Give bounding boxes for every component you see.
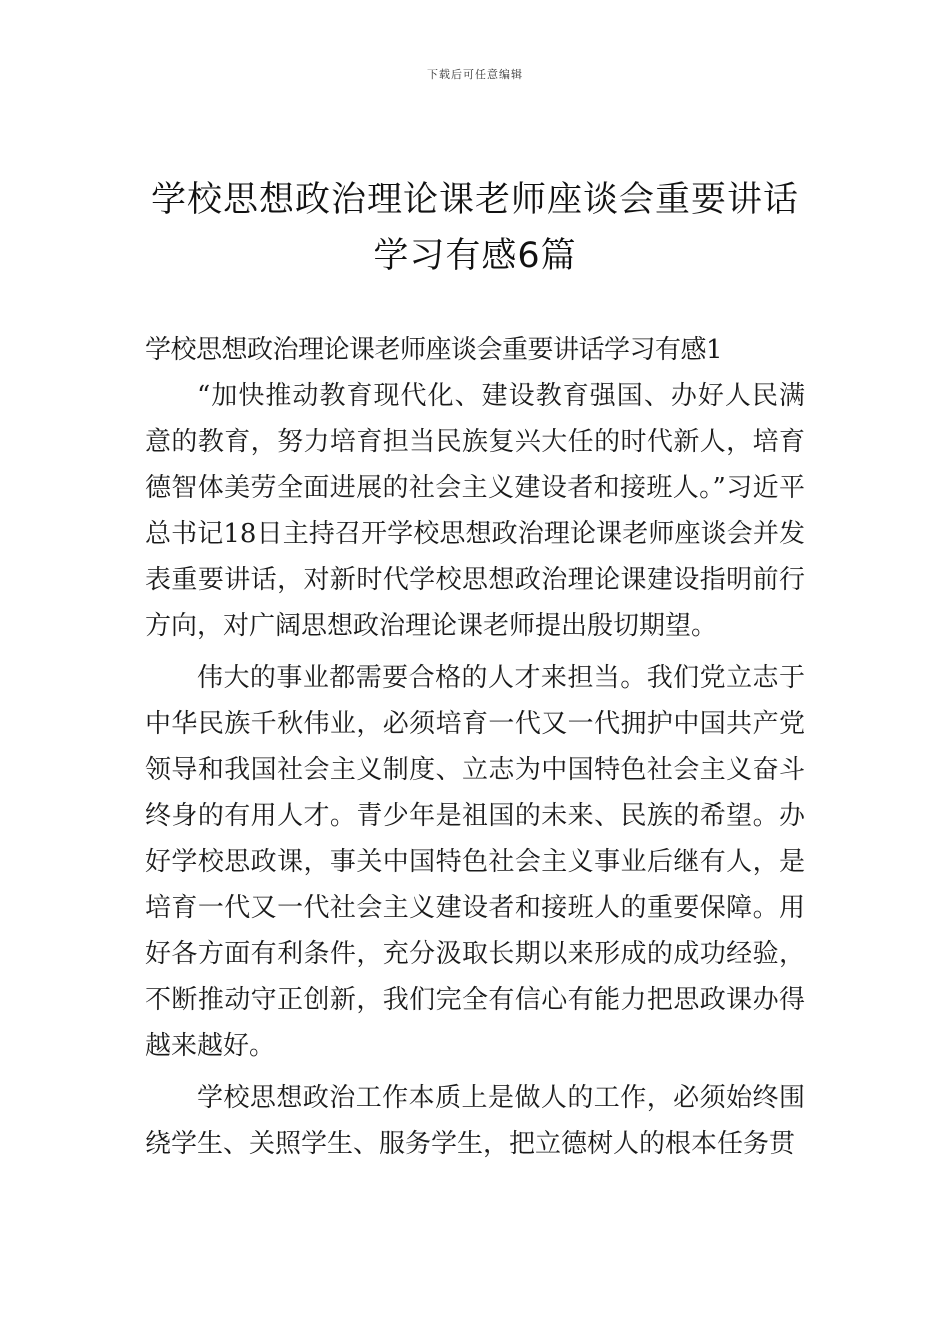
paragraph-2: 伟大的事业都需要合格的人才来担当。我们党立志于中华民族千秋伟业，必须培育一代又一代拥护中国共产党领导和我国社会主义制度、立志为中国特色社会主义奋斗终身的有用人才。青少年是祖国的未来、民族的希望。办好学校思政课，事关中国特色社会主义事业后继有人，是培育一代又一代社会主义建设者和接班人的重要保障。用好各方面有利条件，充分汲取长期以来形成的成功经验，不断推动守正创新，我们完全有信心有能力把思政课办得越来越好。 [145,663,805,1061]
document-body [145,327,805,1167]
paragraph-3: 学校思想政治工作本质上是做人的工作，必须始终围绕学生、关照学生、服务学生，把立德树人的根本任务贯 [145,1083,805,1159]
title-line-1: 学校思想政治理论课老师座谈会重要讲话 [150,180,799,220]
header-note: 下载后可任意编辑 [427,68,523,81]
paragraph-1: “加快推动教育现代化、建设教育强国、办好人民满意的教育，努力培育担当民族复兴大任的时代新人，培育德智体美劳全面进展的社会主义建设者和接班人。”习近平总书记18日主持召开学校思想政治理论课老师座谈会并发表重要讲话，对新时代学校思想政治理论课建设指明前行方向，对广阔思想政治理论课老师提出殷切期望。 [145,381,805,641]
title-line-2: 学习有感6篇 [373,236,577,276]
document-title [100,172,850,284]
section-heading: 学校思想政治理论课老师座谈会重要讲话学习有感1 [145,335,723,365]
